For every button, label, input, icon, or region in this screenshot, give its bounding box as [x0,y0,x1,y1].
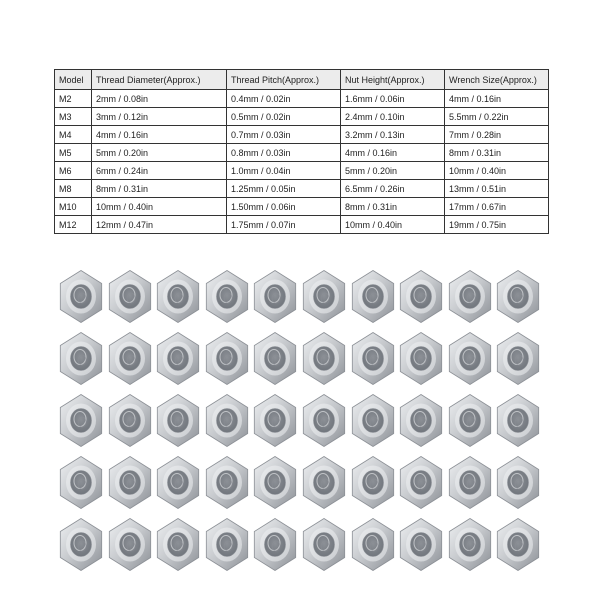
table-row [55,126,549,144]
hex-nut-icon [397,330,445,387]
cell-thread-diameter: 5mm / 0.20in [92,144,227,162]
header-thread-pitch: Thread Pitch(Approx.) [227,70,341,90]
hex-nut-icon [57,268,105,325]
cell-model: M2 [55,90,92,108]
cell-wrench-size: 13mm / 0.51in [445,180,549,198]
hex-nut-icon [251,516,299,573]
cell-wrench-size: 4mm / 0.16in [445,90,549,108]
hex-nut-icon [349,268,397,325]
cell-wrench-size: 10mm / 0.40in [445,162,549,180]
hex-nut-icon [57,330,105,387]
hex-nut-photo-grid [57,268,543,573]
cell-nut-height: 5mm / 0.20in [341,162,445,180]
cell-model: M12 [55,216,92,234]
hex-nut-icon [446,268,494,325]
hex-nut-icon [251,392,299,449]
cell-thread-diameter: 2mm / 0.08in [92,90,227,108]
header-model: Model [55,70,92,90]
hex-nut-icon [203,454,251,511]
hex-nut-icon [154,330,202,387]
hex-nut-icon [494,516,542,573]
hex-nut-icon [203,392,251,449]
cell-wrench-size: 19mm / 0.75in [445,216,549,234]
hex-nut-icon [446,392,494,449]
hex-nut-icon [57,454,105,511]
specification-table [54,69,549,234]
cell-thread-pitch: 1.25mm / 0.05in [227,180,341,198]
cell-thread-pitch: 0.7mm / 0.03in [227,126,341,144]
cell-nut-height: 3.2mm / 0.13in [341,126,445,144]
cell-thread-diameter: 10mm / 0.40in [92,198,227,216]
cell-model: M3 [55,108,92,126]
cell-thread-diameter: 8mm / 0.31in [92,180,227,198]
hex-nut-icon [106,330,154,387]
hex-nut-icon [300,268,348,325]
hex-nut-icon [57,516,105,573]
header-nut-height: Nut Height(Approx.) [341,70,445,90]
cell-model: M8 [55,180,92,198]
hex-nut-icon [106,516,154,573]
hex-nut-icon [300,330,348,387]
hex-nut-icon [251,454,299,511]
table-row [55,162,549,180]
hex-nut-icon [154,454,202,511]
table-row [55,216,549,234]
hex-nut-icon [251,268,299,325]
cell-model: M10 [55,198,92,216]
cell-thread-pitch: 1.75mm / 0.07in [227,216,341,234]
hex-nut-icon [203,330,251,387]
hex-nut-icon [154,516,202,573]
table-row [55,180,549,198]
cell-model: M4 [55,126,92,144]
hex-nut-icon [57,392,105,449]
hex-nut-icon [397,392,445,449]
hex-nut-icon [446,330,494,387]
hex-nut-icon [106,392,154,449]
cell-thread-diameter: 3mm / 0.12in [92,108,227,126]
hex-nut-icon [349,392,397,449]
hex-nut-icon [494,330,542,387]
cell-model: M5 [55,144,92,162]
hex-nut-icon [494,392,542,449]
cell-model: M6 [55,162,92,180]
hex-nut-icon [106,268,154,325]
header-thread-diameter: Thread Diameter(Approx.) [92,70,227,90]
hex-nut-icon [154,392,202,449]
cell-wrench-size: 5.5mm / 0.22in [445,108,549,126]
table-row [55,90,549,108]
cell-wrench-size: 17mm / 0.67in [445,198,549,216]
hex-nut-icon [446,454,494,511]
cell-thread-pitch: 0.5mm / 0.02in [227,108,341,126]
table-row [55,198,549,216]
cell-thread-diameter: 6mm / 0.24in [92,162,227,180]
cell-nut-height: 10mm / 0.40in [341,216,445,234]
hex-nut-icon [397,268,445,325]
hex-nut-icon [300,516,348,573]
cell-nut-height: 4mm / 0.16in [341,144,445,162]
cell-thread-diameter: 12mm / 0.47in [92,216,227,234]
cell-thread-diameter: 4mm / 0.16in [92,126,227,144]
table-row [55,108,549,126]
hex-nut-icon [494,268,542,325]
cell-thread-pitch: 1.50mm / 0.06in [227,198,341,216]
cell-nut-height: 2.4mm / 0.10in [341,108,445,126]
hex-nut-icon [349,454,397,511]
header-wrench-size: Wrench Size(Approx.) [445,70,549,90]
hex-nut-icon [300,454,348,511]
hex-nut-icon [154,268,202,325]
cell-thread-pitch: 0.8mm / 0.03in [227,144,341,162]
hex-nut-icon [203,268,251,325]
table-row [55,144,549,162]
hex-nut-icon [494,454,542,511]
cell-wrench-size: 8mm / 0.31in [445,144,549,162]
cell-nut-height: 8mm / 0.31in [341,198,445,216]
cell-nut-height: 1.6mm / 0.06in [341,90,445,108]
hex-nut-icon [446,516,494,573]
hex-nut-icon [397,454,445,511]
hex-nut-icon [397,516,445,573]
hex-nut-icon [106,454,154,511]
cell-thread-pitch: 0.4mm / 0.02in [227,90,341,108]
hex-nut-icon [349,330,397,387]
cell-wrench-size: 7mm / 0.28in [445,126,549,144]
hex-nut-icon [349,516,397,573]
cell-nut-height: 6.5mm / 0.26in [341,180,445,198]
hex-nut-icon [300,392,348,449]
hex-nut-icon [203,516,251,573]
hex-nut-icon [251,330,299,387]
table-header-row [55,70,549,90]
cell-thread-pitch: 1.0mm / 0.04in [227,162,341,180]
